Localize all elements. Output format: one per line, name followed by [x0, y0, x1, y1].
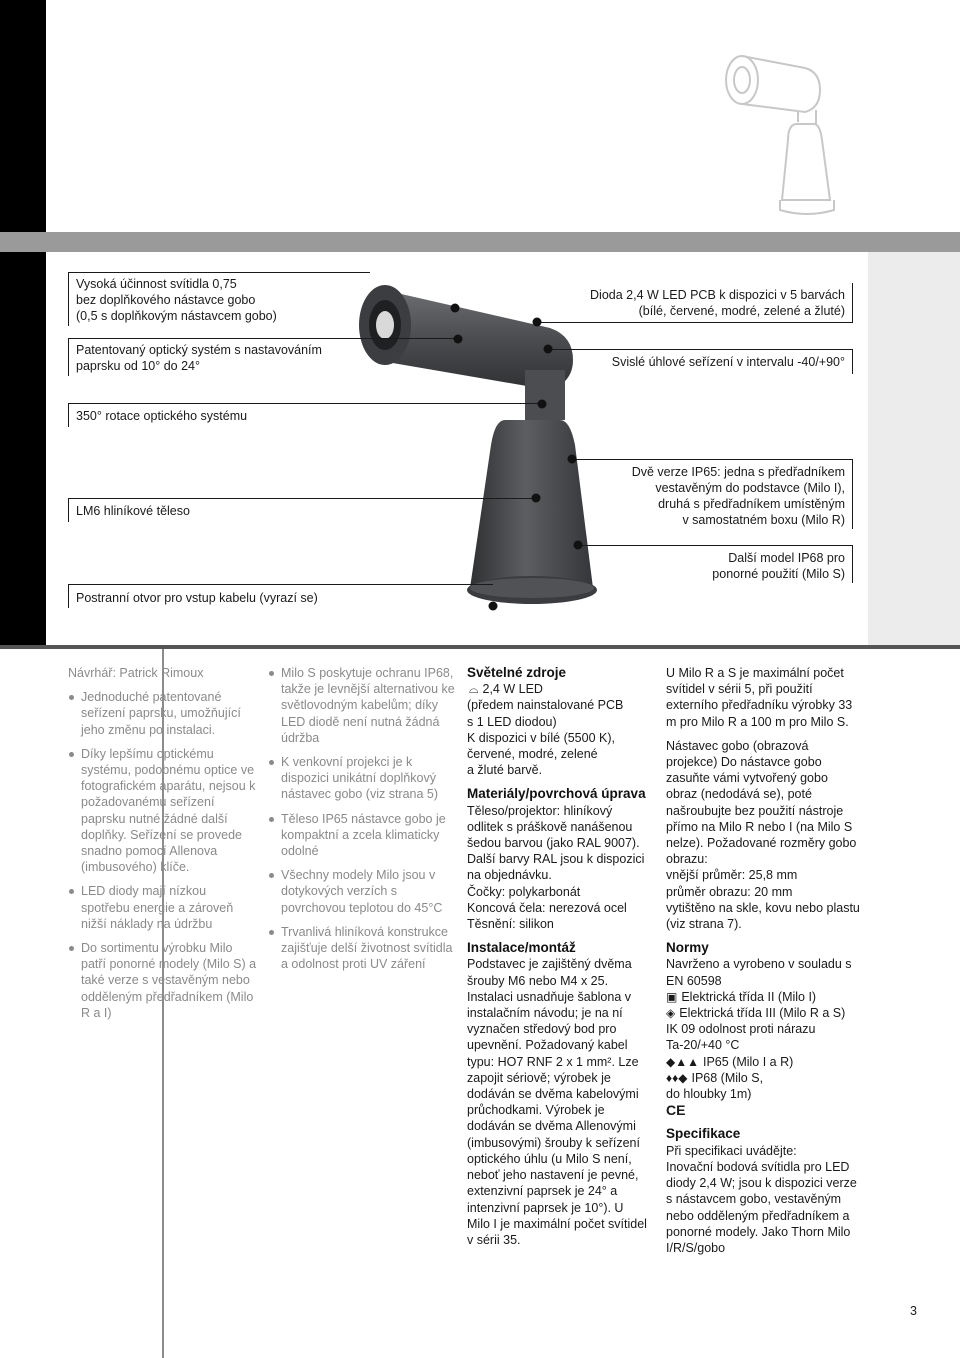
class-iii-icon: ◈ [666, 1006, 676, 1021]
callout-ip68: Další model IP68 pro ponorné použití (Milo S) [712, 551, 845, 581]
callout-cable: Postranní otvor pro vstup kabelu (vyrazí se) [76, 591, 318, 605]
list-item: Jednoduché patentované seřízení paprsku, umožňující jeho změnu po instalaci. [68, 689, 258, 738]
callout-body: LM6 hliníkové těleso [76, 504, 190, 518]
led-lamp-icon: ⌓ [469, 682, 479, 697]
column-2 [268, 665, 456, 980]
ip68-symbols-icon: ♦♦◆ [666, 1070, 688, 1085]
class-ii-text: Elektrická třída II (Milo I) [681, 989, 817, 1004]
leader-dots [0, 0, 960, 645]
callout-led: Dioda 2,4 W LED PCB k dispozici v 5 barvách (bílé, červené, modré, zelené a žluté) [590, 288, 845, 318]
section-divider [0, 645, 960, 649]
heading-specification: Specifikace [666, 1126, 741, 1142]
list-item: Díky lepšímu optickému systému, podobnému optice ve fotografickém aparátu, nejsou k požadovanému seřízení paprsku nutné žádné další doplňky. Seřízení se provede snadno pomocí Allenova (imbusového) klíče. [68, 746, 258, 876]
ip68-text: IP68 (Milo S, [691, 1070, 764, 1085]
callout-rotation: 350° rotace optického systému [76, 409, 248, 423]
class-ii-icon: ▣ [666, 989, 678, 1004]
materials-text: Těleso/projektor: hliníkový odlitek s práškově nanášenou šedou barvou (jako RAL 9007). Další barvy RAL jsou k dispozici na objednávku. Čočky: polykarbonát Koncová čela: nerezová ocel Těsnění: silikon [467, 803, 645, 932]
list-item: Těleso IP65 nástavce gobo je kompaktní a zcela klimaticky odolné [268, 811, 456, 860]
installation-text: Podstavec je zajištěný dvěma šrouby M6 nebo M4 x 25. Instalaci usnadňuje šablona v instalačním návodu; je na ní vyznačen středový bod pro upevnění. Požadovaný kabel typu: HO7 RNF 2 x 1 mm². Lze zapojit sériově; výrobek je dodáván se dvěma kabelovými průchodkami. Výrobek je dodáván se dvěma Allenovými (imbusovými) šrouby k seřízení optického úhlu (u Milo S není, neboť jeho nastavení je pevné, extenzivní paprsek je 24° a intenzivní paprsek je 10°). U Milo I je maximální počet svítidel v sérii 35. [467, 957, 647, 1247]
callout-tilt: Svislé úhlové seřízení v intervalu -40/+90° [611, 355, 845, 369]
list-item: LED diody mají nízkou spotřebu energie a zároveň nižší náklady na údržbu [68, 883, 258, 932]
heading-materials: Materiály/povrchová úprava [467, 786, 646, 802]
specification-text: Při specifikaci uvádějte: Inovační bodová svítidla pro LED diody 2,4 W; jsou k dispozici verze s nástavcem gobo, vestavěným nebo odděleným předřadníkem a ponorné modely. Jako Thorn Milo I/R/S/gobo [666, 1143, 857, 1255]
source-text: 2,4 W LED (předem nainstalované PCB s 1 LED diodou) K dispozici v bílé (5500 K), červené, modré, zelené a žluté barvě. [467, 682, 624, 778]
callout-versions: Dvě verze IP65: jedna s předřadníkem vestavěným do podstavce (Milo I), druhá s předřadníkem umístěným v samostatném boxu (Milo R) [631, 465, 845, 527]
designer: Návrhář: Patrick Rimoux [68, 666, 204, 680]
max-count-text: U Milo R a S je maximální počet svítidel v sérii 5, při použití externího předřadníku výrobky 33 m pro Milo R a 100 m pro Milo S. [666, 666, 853, 729]
list-item: K venkovní projekci je k dispozici unikátní doplňkový nástavec gobo (viz strana 5) [268, 754, 456, 803]
ip65-text: IP65 (Milo I a R) [702, 1054, 794, 1069]
column-1 [68, 665, 258, 1029]
heading-norms: Normy [666, 940, 709, 956]
ip68-depth: do hloubky 1m) [666, 1087, 752, 1102]
list-item: Do sortimentu výrobku Milo patří ponorné modely (Milo S) a také verze s vestavěným nebo odděleným předřadníkem (Milo R a I) [68, 940, 258, 1021]
class-iii-text: Elektrická třída III (Milo R a S) [679, 1006, 846, 1021]
heading-installation: Instalace/montáž [467, 940, 576, 956]
list-item: Trvanlivá hliníková konstrukce zajišťuje delší životnost svítidla a odolnost proti UV záření [268, 924, 456, 973]
heading-light-sources: Světelné zdroje [467, 665, 567, 680]
list-item: Všechny modely Milo jsou v dotykových verzích s povrchovou teplotou do 45°C [268, 867, 456, 916]
ambient-temperature: Ta-20/+40 °C [666, 1038, 740, 1053]
list-item: Milo S poskytuje ochranu IP68, takže je levnější alternativou ke světlovodným kabelům; díky LED diodě není nutná žádná údržba [268, 665, 456, 746]
callout-efficiency: Vysoká účinnost svítidla 0,75 bez doplňkového nástavce gobo (0,5 s doplňkovým nástavcem gobo) [76, 277, 277, 323]
callout-optics: Patentovaný optický systém s nastavováním paprsku od 10° do 24° [76, 343, 322, 373]
page-number: 3 [910, 1304, 917, 1318]
norms-text: Navrženo a vyrobeno v souladu s EN 60598 [666, 957, 852, 988]
ce-mark-icon: CE [666, 1102, 686, 1119]
column-4 [666, 665, 860, 1264]
column-3 [467, 665, 649, 1256]
gobo-text: Nástavec gobo (obrazová projekce) Do nástavce gobo zasuňte vámi vytvořený gobo obraz (nedodává se), poté našroubujte bez použití nástroje přímo na Milo R nebo I (na Milo S nelze). Požadované rozměry gobo obrazu: vnější průměr: 25,8 mm průměr obrazu: 20 mm vytištěno na skle, kovu nebo plastu (viz strana 7). [666, 738, 860, 932]
ip65-symbols-icon: ◆▲▲ [666, 1054, 699, 1069]
ik-rating: IK 09 odolnost proti nárazu [666, 1022, 816, 1037]
